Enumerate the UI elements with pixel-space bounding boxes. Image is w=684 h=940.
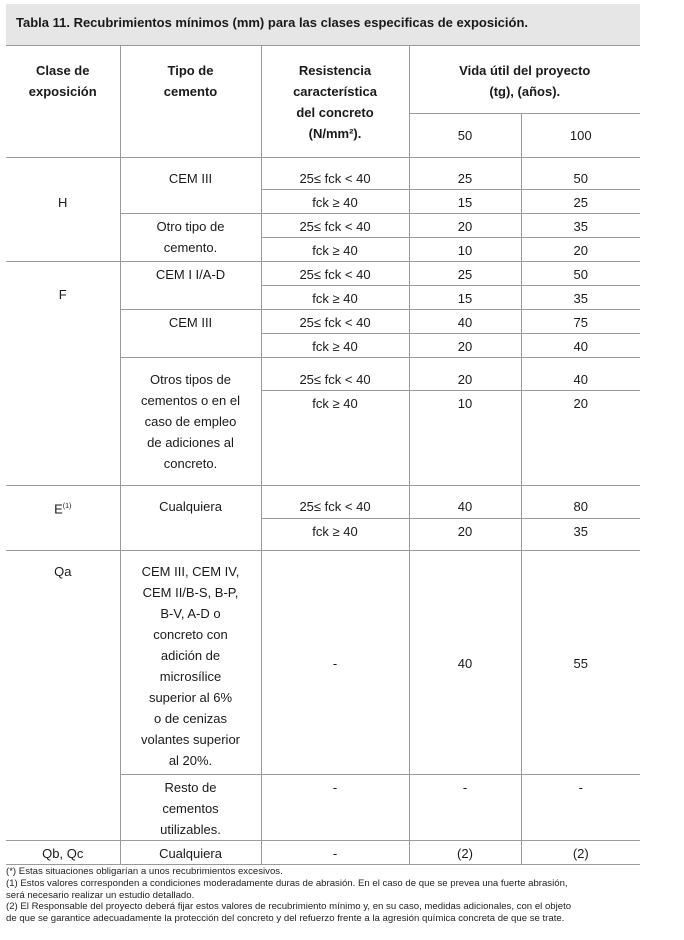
- clase-qa: Qa: [6, 550, 120, 840]
- table-row: Otro tipo de cemento. 25≤ fck < 40 20 35: [6, 213, 640, 237]
- table-row: Qb, Qc Cualquiera - (2) (2): [6, 840, 640, 864]
- table-container: [6, 4, 640, 865]
- clase-f: F: [6, 261, 120, 485]
- table-row: fck ≥ 40 10 20: [6, 237, 640, 261]
- header-clase: Clase de exposición: [6, 46, 120, 157]
- header-tipo: Tipo de cemento: [120, 46, 261, 157]
- table-row: fck ≥ 40 20 40: [6, 333, 640, 357]
- table-row: $E^{(1)}$ Cualquiera 25≤ fck < 40 40 80: [6, 485, 640, 518]
- table-row: fck ≥ 40 15 25: [6, 189, 640, 213]
- table-row: fck ≥ 40 15 35: [6, 285, 640, 309]
- header-vida-util: Vida útil del proyecto (tg), (años).: [409, 46, 640, 113]
- tipo-cell: Cualquiera: [120, 485, 261, 550]
- table-row: H CEM III 25≤ fck < 40 25 50: [6, 157, 640, 189]
- footnote: será necesario realizar un estudio detallado.: [6, 889, 195, 901]
- footnote: de que se garantice adecuadamente la protección del concreto y del refuerzo frente a la agresión química concreta de que se trate.: [6, 913, 565, 925]
- tipo-cell: CEM I I/A-D: [120, 261, 261, 309]
- tipo-cell: CEM III, CEM IV, CEM II/B-S, B-P, B-V, A-D o concreto con adición de microsílice superior al 6% o de cenizas volantes superior al 20%.: [120, 550, 261, 774]
- clase-qb-qc: Qb, Qc: [6, 840, 120, 864]
- tipo-cell: CEM III: [120, 157, 261, 213]
- table-row: Otros tipos de cementos o en el caso de empleo de adiciones al concreto. 25≤ fck < 40 20 40: [6, 357, 640, 390]
- footnote: (1) Estos valores corresponden a condiciones moderadamente duras de abrasión. En el caso de que se prevea una fuerte abrasión,: [6, 877, 568, 889]
- table-row: Resto de cementos utilizables. - - -: [6, 774, 640, 840]
- tipo-cell: Otros tipos de cementos o en el caso de empleo de adiciones al concreto.: [120, 357, 261, 485]
- header-100: 100: [521, 113, 640, 157]
- tipo-cell: Resto de cementos utilizables.: [120, 774, 261, 840]
- table-row: Qa CEM III, CEM IV, CEM II/B-S, B-P, B-V, A-D o concreto con adición de microsílice superior al 6% o de cenizas volantes superior al 20%. - 40 55: [6, 550, 640, 774]
- table-row: fck ≥ 40 20 35: [6, 518, 640, 550]
- tipo-cell: Otro tipo de cemento.: [120, 213, 261, 261]
- table-title: Tabla 11. Recubrimientos mínimos (mm) para las clases especificas de exposición.: [6, 4, 640, 46]
- clase-e: $E^{(1)}$: [6, 485, 120, 550]
- footnote: (*) Estas situaciones obligarían a unos recubrimientos excesivos.: [6, 866, 283, 877]
- table-row: CEM III 25≤ fck < 40 40 75: [6, 309, 640, 333]
- clase-h: H: [6, 157, 120, 261]
- coverage-table: [6, 46, 640, 865]
- footnote: (2) El Responsable del proyecto deberá fijar estos valores de recubrimiento mínimo y, en su caso, medidas adicionales, con el objeto: [6, 901, 572, 913]
- table-row: fck ≥ 40 10 20: [6, 390, 640, 485]
- header-resistencia: Resistencia característica del concreto (N/mm²).: [261, 46, 409, 157]
- header-row: [6, 46, 640, 113]
- tipo-cell: Cualquiera: [120, 840, 261, 864]
- tipo-cell: CEM III: [120, 309, 261, 357]
- footnotes: [6, 866, 682, 925]
- header-50: 50: [409, 113, 521, 157]
- table-row: F CEM I I/A-D 25≤ fck < 40 25 50: [6, 261, 640, 285]
